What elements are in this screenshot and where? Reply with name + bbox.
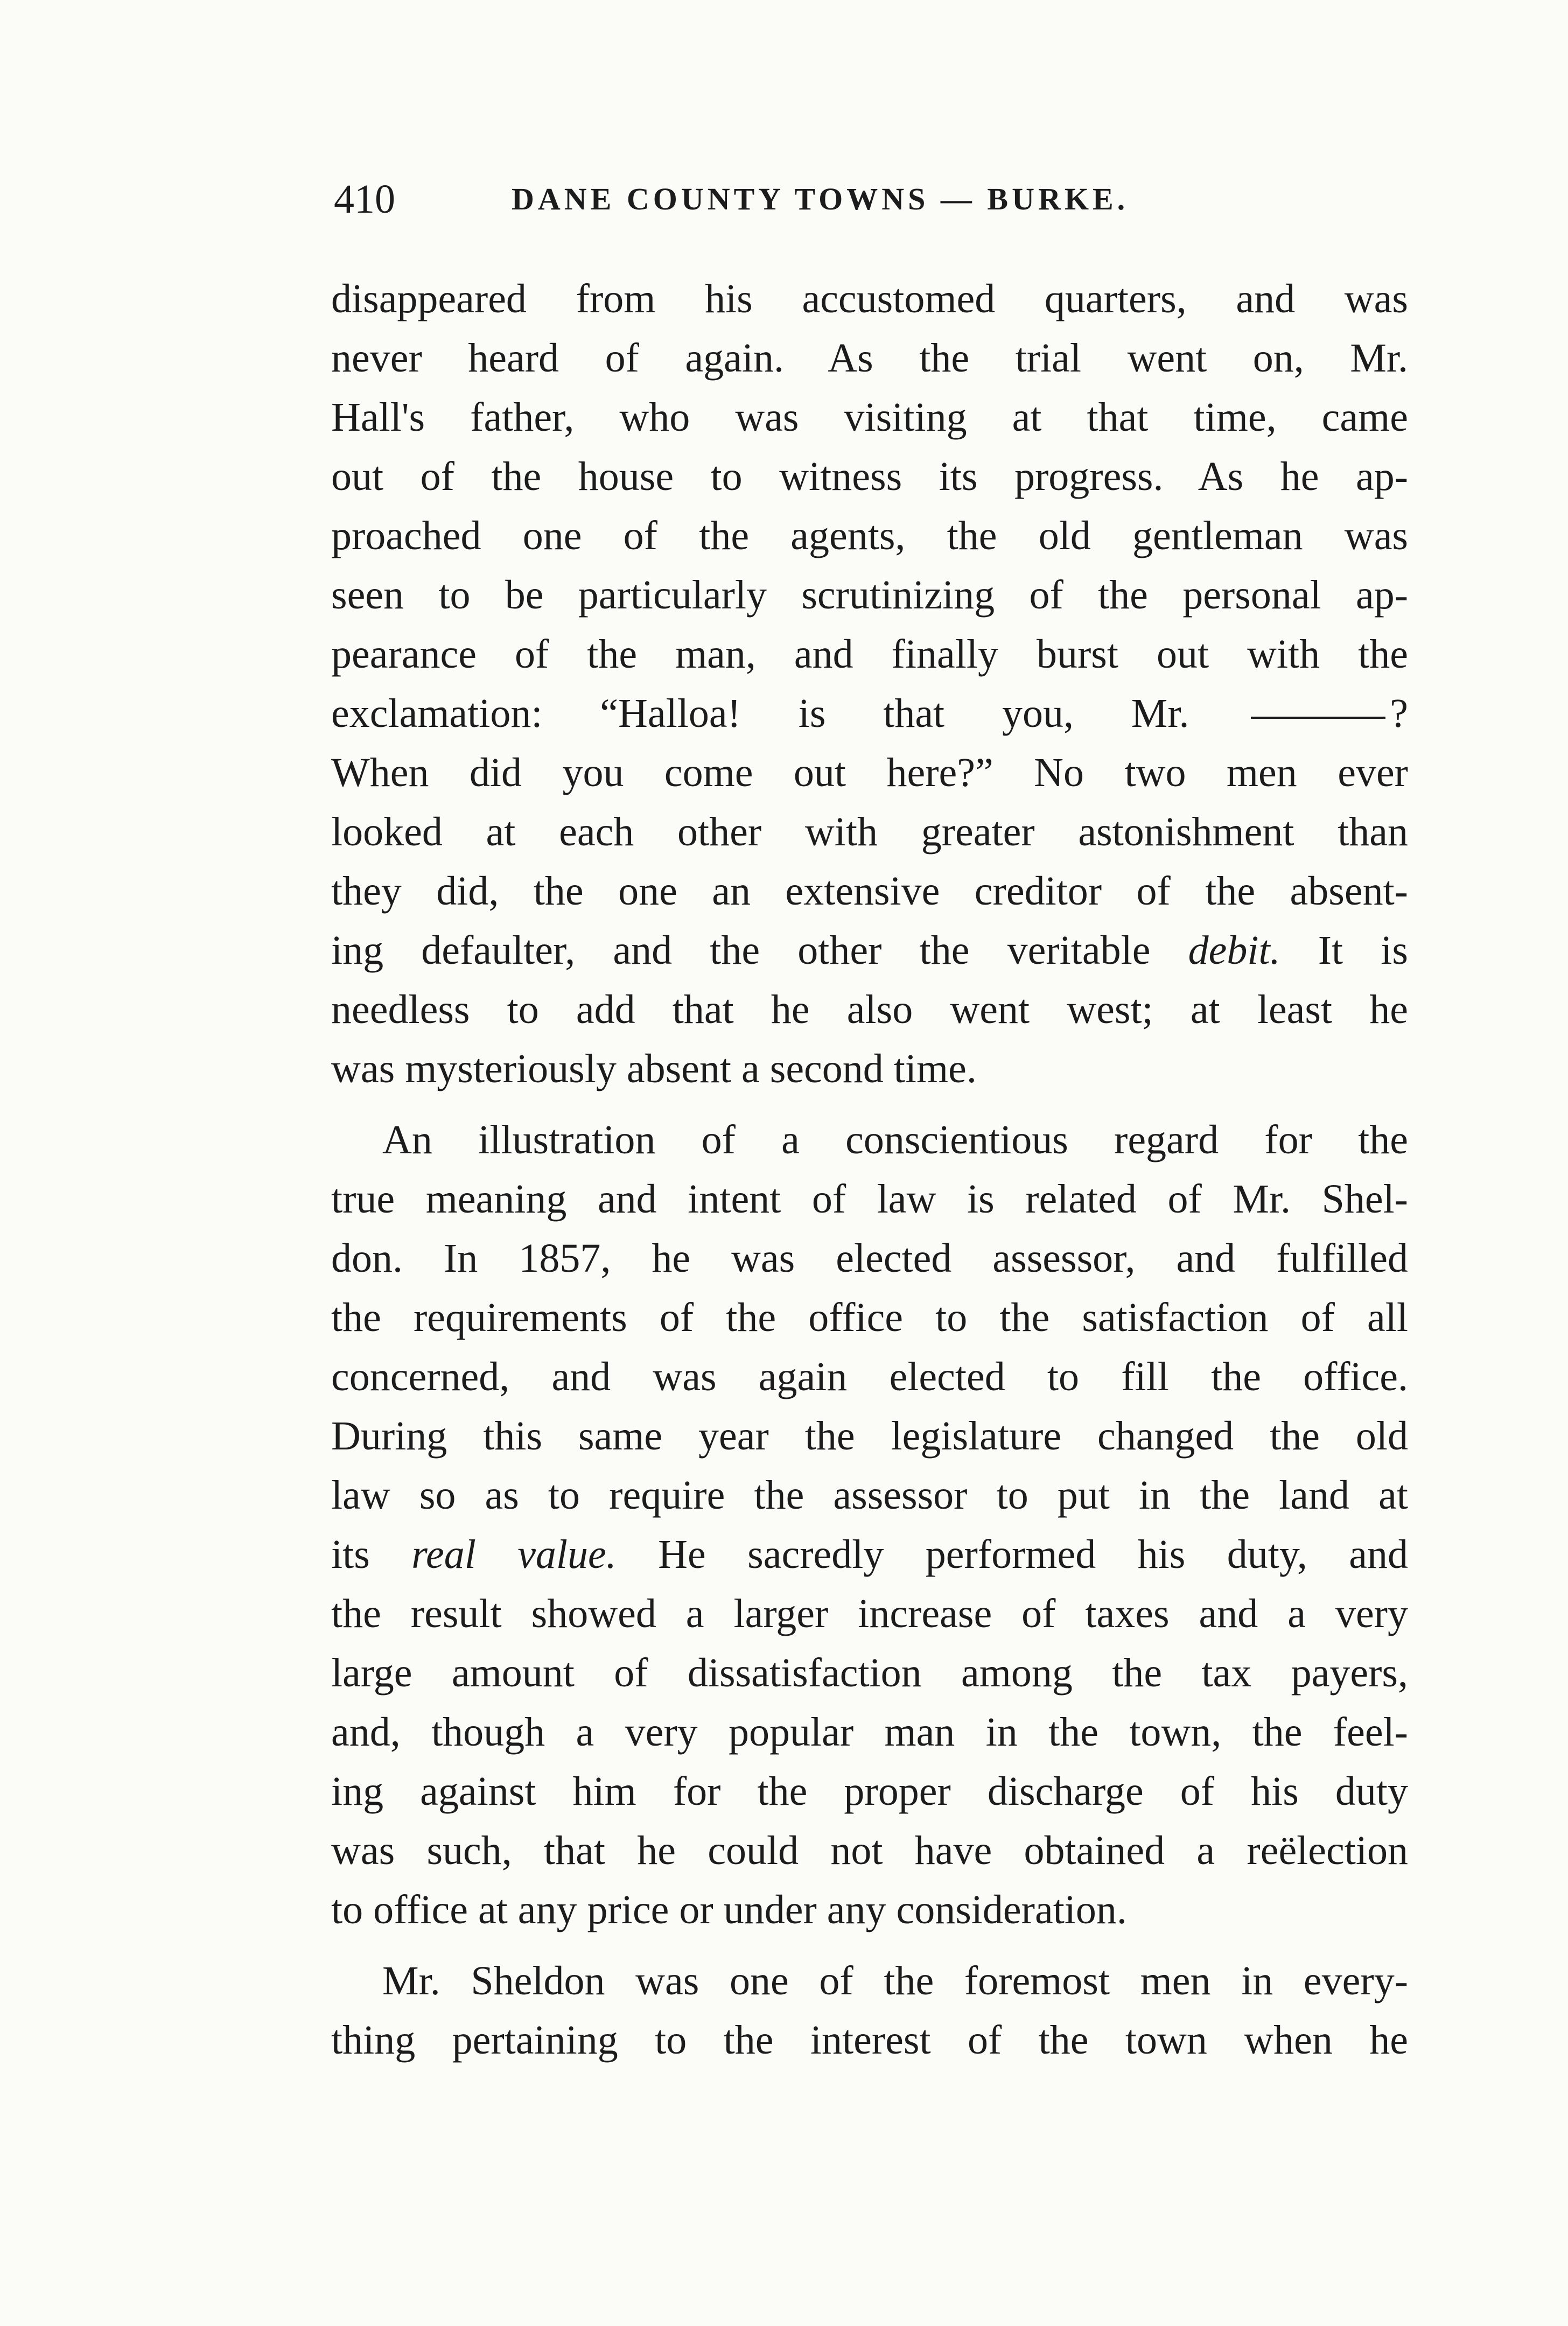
paragraph-3 xyxy=(331,1951,1408,2070)
text-line: needless to add that he also went west; at least he xyxy=(331,987,1408,1032)
text-line: pearance of the man, and finally burst out with the xyxy=(331,632,1408,677)
text-line: out of the house to witness its progress. As he ap- xyxy=(331,454,1408,499)
text-line: concerned, and was again elected to fill the office. xyxy=(331,1354,1408,1399)
text-segment: ing defaulter, and the other the veritable xyxy=(331,928,1151,973)
text-line: looked at each other with greater astonishment than xyxy=(331,809,1408,854)
text-line: thing pertaining to the interest of the town when he xyxy=(331,2017,1408,2063)
text-line xyxy=(331,1525,1408,1584)
text-line: law so as to require the assessor to put in the land at xyxy=(331,1473,1408,1518)
text-line: they did, the one an extensive creditor of the absent- xyxy=(331,868,1408,914)
italic-text: real value. xyxy=(411,1532,617,1577)
text-segment: It is xyxy=(1318,928,1408,973)
text-line: Hall's father, who was visiting at that time, came xyxy=(331,395,1408,440)
paragraph-1 xyxy=(331,269,1408,1098)
text-line: the requirements of the office to the satisfaction of all xyxy=(331,1295,1408,1340)
text-segment: He sacredly performed his duty, and xyxy=(658,1532,1409,1577)
running-head: DANE COUNTY TOWNS — BURKE. xyxy=(512,181,1129,216)
text-line: large amount of dissatisfaction among the tax payers, xyxy=(331,1650,1408,1696)
text-line: proached one of the agents, the old gentleman was xyxy=(331,513,1408,558)
text-line xyxy=(331,684,1408,743)
text-line: During this same year the legislature changed the old xyxy=(331,1413,1408,1459)
text-line xyxy=(331,921,1408,980)
page-number: 410 xyxy=(334,177,395,222)
text-line: true meaning and intent of law is related of Mr. Shel- xyxy=(331,1176,1408,1222)
text-line: was such, that he could not have obtained a reëlection xyxy=(331,1828,1408,1873)
text-segment: its xyxy=(331,1532,370,1577)
body-text xyxy=(331,269,1408,2070)
text-segment: exclamation: “Halloa! is that you, Mr. xyxy=(331,691,1189,736)
text-line: disappeared from his accustomed quarters, and was xyxy=(331,276,1408,321)
text-line: the result showed a larger increase of taxes and a very xyxy=(331,1591,1408,1636)
text-line: An illustration of a conscientious regard for the xyxy=(382,1117,1408,1162)
page-header xyxy=(334,167,1411,232)
text-line: When did you come out here?” No two men ever xyxy=(331,750,1408,795)
text-line: and, though a very popular man in the town, the feel- xyxy=(331,1710,1408,1755)
paragraph-2 xyxy=(331,1110,1408,1939)
text-line: Mr. Sheldon was one of the foremost men in every- xyxy=(382,1958,1408,2003)
text-line: don. In 1857, he was elected assessor, and fulfilled xyxy=(331,1236,1408,1281)
name-omission-dash xyxy=(1251,717,1385,719)
text-segment: ? xyxy=(1390,691,1408,736)
italic-text: debit. xyxy=(1188,928,1280,973)
text-line: seen to be particularly scrutinizing of the personal ap- xyxy=(331,572,1408,618)
text-line: was mysteriously absent a second time. xyxy=(331,1046,977,1091)
text-line: to office at any price or under any consideration. xyxy=(331,1887,1127,1932)
text-line: ing against him for the proper discharge of his duty xyxy=(331,1769,1408,1814)
text-line: never heard of again. As the trial went on, Mr. xyxy=(331,335,1408,381)
